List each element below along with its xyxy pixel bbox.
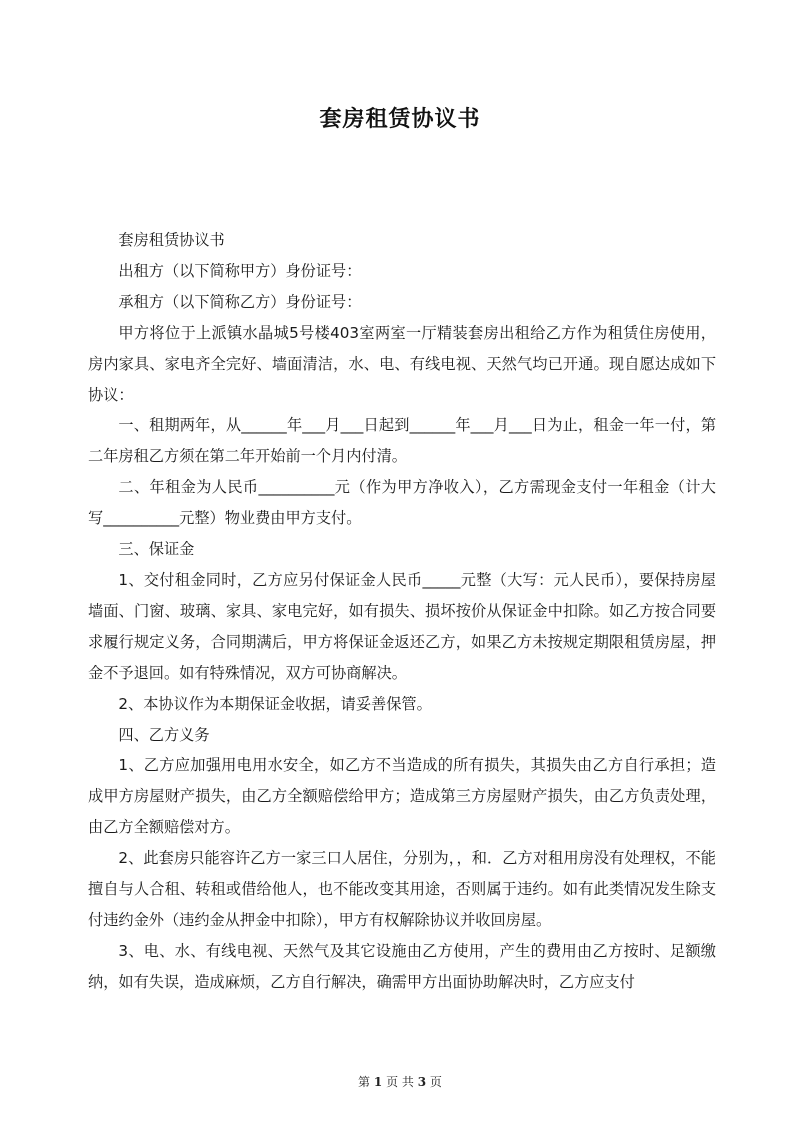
document-body <box>88 225 716 998</box>
document-title: 套房租赁协议书 <box>319 107 481 132</box>
paragraph-lessee: 承租方（以下简称乙方）身份证号： <box>118 292 362 311</box>
footer-prefix: 第 <box>358 1075 371 1089</box>
paragraph-lessor: 出租方（以下简称甲方）身份证号： <box>118 261 362 280</box>
footer-total-pages: 3 <box>417 1075 427 1089</box>
paragraph-obligation-3: 3、电、水、有线电视、天然气及其它设施由乙方使用，产生的费用由乙方按时、足额缴纳，如有失误，造成麻烦，乙方自行解决，确需甲方出面协助解决时，乙方应支付 <box>88 941 716 991</box>
paragraph-deposit-1: 1、交付租金同时，乙方应另付保证金人民币_____元整（大写：元人民币），要保持房屋墙面、门窗、玻璃、家具、家电完好，如有损失、损坏按价从保证金中扣除。如乙方按合同要求履行规定义务，合同期满后，甲方将保证金返还乙方，如果乙方未按规定期限租赁房屋，押金不予退回。如有特殊情况，双方可协商解决。 <box>88 570 716 682</box>
paragraph-deposit-2: 2、本协议作为本期保证金收据，请妥善保管。 <box>118 694 432 713</box>
paragraph-obligation-1: 1、乙方应加强用电用水安全，如乙方不当造成的所有损失，其损失由乙方自行承担；造成甲方房屋财产损失，由乙方全额赔偿给甲方；造成第三方房屋财产损失，由乙方负责处理，由乙方全额赔偿对方。 <box>88 756 716 837</box>
paragraph-rent: 二、年租金为人民币__________元（作为甲方净收入），乙方需现金支付一年租金（计大写__________元整）物业费由甲方支付。 <box>88 478 716 528</box>
paragraph-term: 一、租期两年，从______年___月___日起到______年___月___日为止，租金一年一付，第二年房租乙方须在第二年开始前一个月内付清。 <box>88 416 716 466</box>
section-heading-deposit: 三、保证金 <box>118 540 195 559</box>
page-footer <box>0 1073 800 1090</box>
footer-current-page: 1 <box>373 1075 383 1089</box>
footer-suffix: 页 <box>429 1075 442 1089</box>
paragraph-property: 甲方将位于上派镇水晶城5号楼403室两室一厅精装套房出租给乙方作为租赁住房使用，房内家具、家电齐全完好、墙面清洁，水、电、有线电视、天然气均已开通。现自愿达成如下协议： <box>88 323 716 404</box>
paragraph-obligation-2: 2、此套房只能容许乙方一家三口人居住，分别为，，和．乙方对租用房没有处理权，不能擅自与人合租、转租或借给他人，也不能改变其用途，否则属于违约。如有此类情况发生除支付违约金外（违约金从押金中扣除），甲方有权解除协议并收回房屋。 <box>88 849 716 929</box>
footer-mid: 页 共 <box>386 1075 414 1089</box>
section-heading-obligations: 四、乙方义务 <box>118 725 210 744</box>
paragraph-heading: 套房租赁协议书 <box>118 231 225 249</box>
